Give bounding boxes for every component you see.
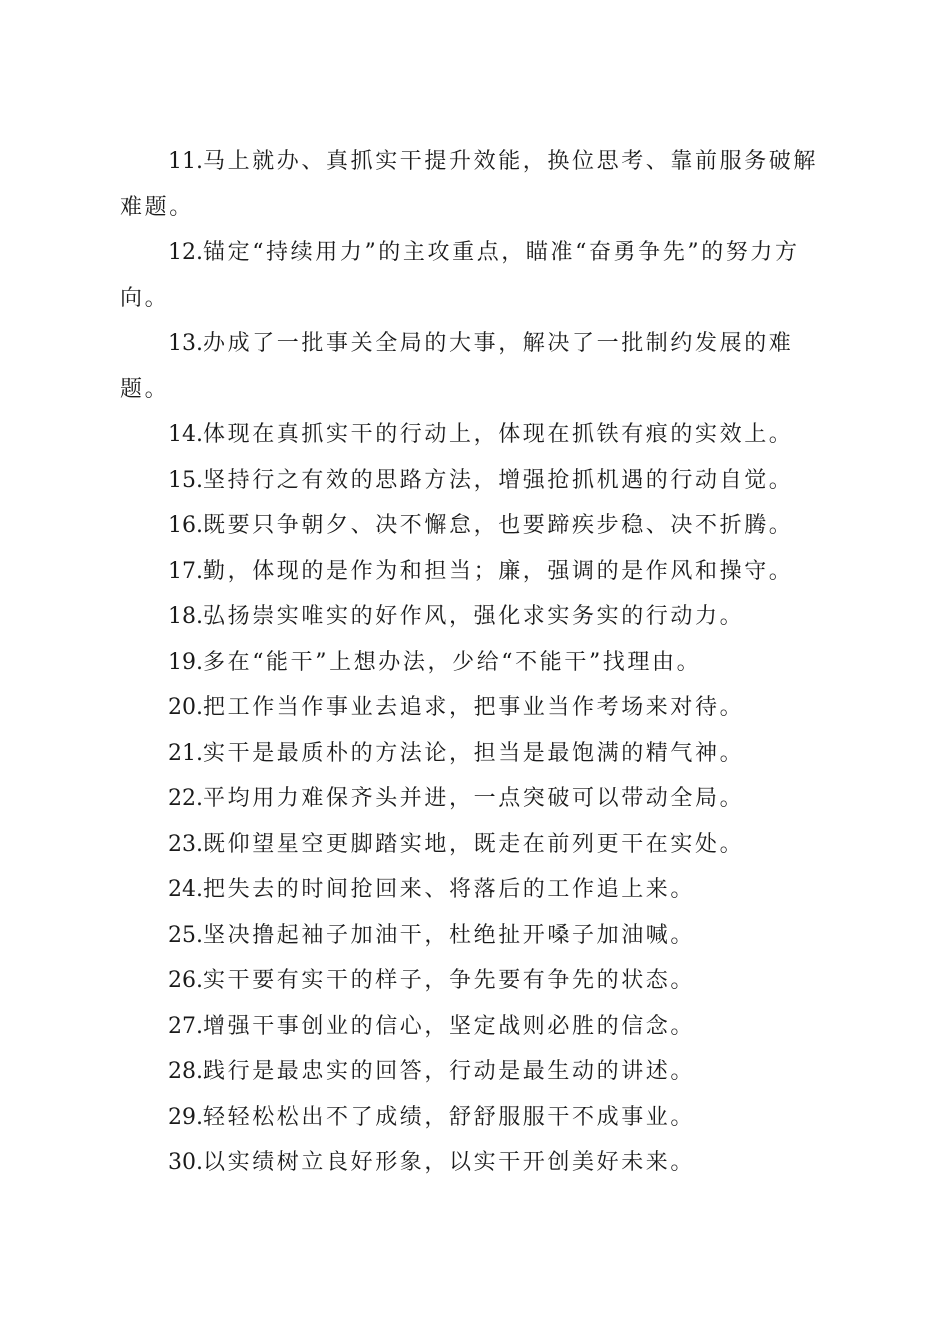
item-number: 14. (168, 422, 203, 447)
list-item (120, 776, 825, 822)
item-text: 体现在真抓实干的行动上，体现在抓铁有痕的实效上。 (203, 422, 794, 447)
item-number: 29. (168, 1104, 203, 1130)
item-number: 22. (168, 786, 203, 811)
list-item (120, 139, 825, 230)
item-number: 18. (168, 604, 203, 629)
item-number: 12. (168, 240, 203, 265)
item-number: 28. (168, 1059, 203, 1084)
item-number: 11. (168, 149, 203, 174)
item-number: 27. (168, 1013, 203, 1039)
list-item (120, 1095, 825, 1141)
list-item (120, 458, 825, 504)
item-text: 以实绩树立良好形象，以实干开创美好未来。 (203, 1150, 696, 1175)
item-text: 办成了一批事关全局的大事，解决了一批制约发展的难题。 (120, 331, 794, 402)
item-number: 16. (168, 513, 203, 538)
item-text: 实干是最质朴的方法论，担当是最饱满的精气神。 (203, 740, 745, 766)
item-number: 21. (168, 740, 203, 766)
item-number: 30. (168, 1150, 203, 1175)
item-text: 轻轻松松出不了成绩，舒舒服服干不成事业。 (203, 1104, 696, 1130)
list-item (120, 1049, 825, 1095)
item-text: 践行是最忠实的回答，行动是最生动的讲述。 (203, 1059, 696, 1084)
item-text: 坚决撸起袖子加油干，杜绝扯开嗓子加油喊。 (203, 922, 696, 948)
list-item (120, 731, 825, 777)
item-text: 增强干事创业的信心，坚定战则必胜的信念。 (203, 1013, 696, 1039)
list-item (120, 958, 825, 1004)
item-number: 26. (168, 968, 203, 993)
item-number: 17. (168, 558, 203, 584)
list-item (120, 321, 825, 412)
item-text: 马上就办、真抓实干提升效能，换位思考、靠前服务破解难题。 (120, 149, 819, 220)
item-number: 15. (168, 467, 203, 493)
item-text: 坚持行之有效的思路方法，增强抢抓机遇的行动自觉。 (203, 467, 794, 493)
list-item (120, 913, 825, 959)
item-number: 19. (168, 649, 203, 675)
list-item (120, 867, 825, 913)
item-text: 实干要有实干的样子，争先要有争先的状态。 (203, 968, 696, 993)
list-item (120, 640, 825, 686)
list-item (120, 822, 825, 868)
item-text: 弘扬崇实唯实的好作风，强化求实务实的行动力。 (203, 604, 745, 629)
item-number: 25. (168, 922, 203, 948)
phrase-list (120, 139, 825, 1186)
list-item (120, 503, 825, 549)
list-item (120, 685, 825, 731)
item-number: 24. (168, 877, 203, 902)
item-text: 勤，体现的是作为和担当；廉，强调的是作风和操守。 (203, 558, 794, 584)
item-text: 多在“能干”上想办法，少给“不能干”找理由。 (203, 649, 702, 675)
list-item (120, 594, 825, 640)
list-item (120, 549, 825, 595)
item-number: 20. (168, 695, 203, 720)
item-text: 既要只争朝夕、决不懈怠，也要蹄疾步稳、决不折腾。 (203, 513, 794, 538)
item-text: 锚定“持续用力”的主攻重点，瞄准“奋勇争先”的努力方向。 (120, 240, 800, 311)
list-item (120, 230, 825, 321)
item-text: 平均用力难保齐头并进，一点突破可以带动全局。 (203, 786, 745, 811)
item-number: 23. (168, 831, 203, 857)
list-item (120, 412, 825, 458)
list-item (120, 1004, 825, 1050)
item-number: 13. (168, 331, 203, 356)
item-text: 把失去的时间抢回来、将落后的工作追上来。 (203, 877, 696, 902)
list-item (120, 1140, 825, 1186)
item-text: 把工作当作事业去追求，把事业当作考场来对待。 (203, 695, 745, 720)
item-text: 既仰望星空更脚踏实地，既走在前列更干在实处。 (203, 831, 745, 857)
